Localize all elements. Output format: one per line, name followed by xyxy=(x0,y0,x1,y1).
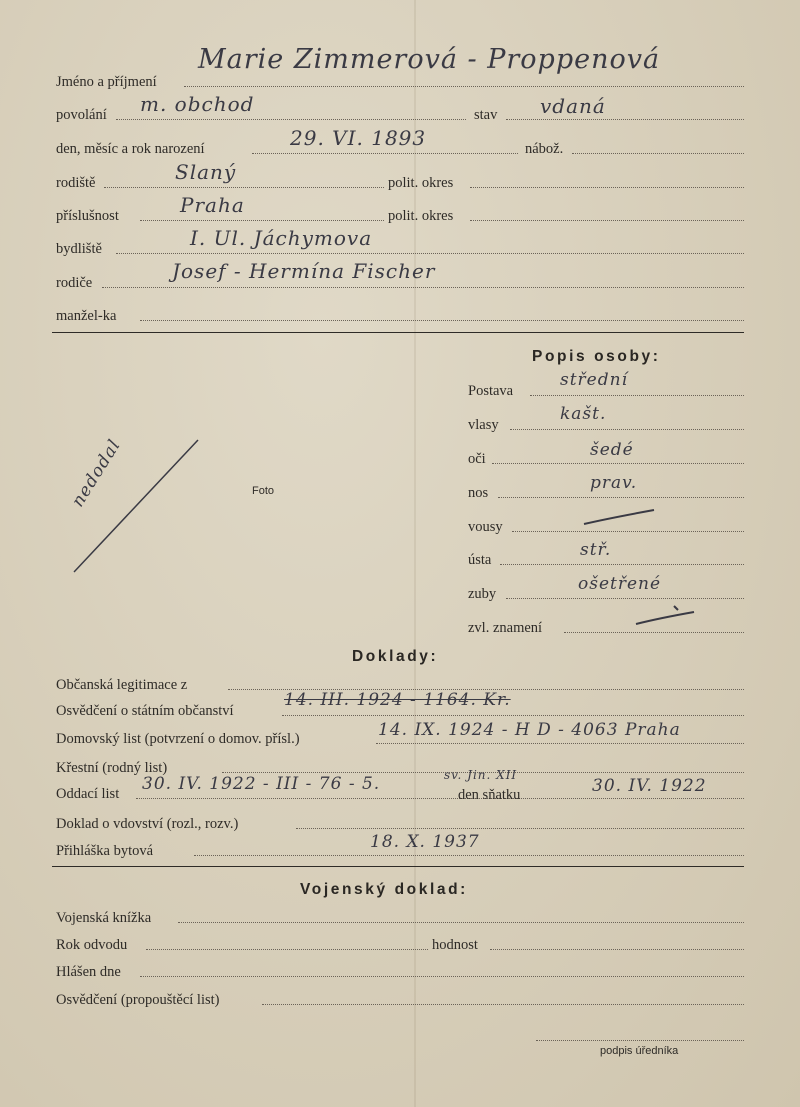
hair-line xyxy=(510,429,744,430)
home-label: Domovský list (potvrzení o domov. přísl.) xyxy=(56,731,300,747)
marriage-line xyxy=(136,798,744,799)
occupation-line xyxy=(116,119,466,120)
reported-line xyxy=(140,976,744,977)
signature-label: podpis úředníka xyxy=(600,1045,679,1057)
birthplace-line xyxy=(104,187,384,188)
teeth-value: ošetřené xyxy=(578,574,662,594)
spouse-label: manžel-ka xyxy=(56,308,117,324)
residence-label: bydliště xyxy=(56,241,102,257)
parents-label: rodiče xyxy=(56,275,93,291)
nose-line xyxy=(498,497,744,498)
religion-line xyxy=(572,153,744,154)
rank-label: hodnost xyxy=(432,937,478,953)
birthplace-value: Slaný xyxy=(175,160,237,184)
eyes-label: oči xyxy=(468,451,486,467)
military-book-line xyxy=(178,922,744,923)
domicile-line xyxy=(140,220,384,221)
marriage-label: Oddací list xyxy=(56,786,120,802)
documents-heading: Doklady: xyxy=(352,648,439,665)
build-value: střední xyxy=(560,370,629,390)
name-value: Marie Zimmerová - Proppenová xyxy=(198,44,661,75)
photo-annotation: nedodal xyxy=(68,435,126,511)
teeth-line xyxy=(506,598,744,599)
wedding-day-label: den sňatku xyxy=(458,787,521,803)
birthdate-value: 29. VI. 1893 xyxy=(290,126,427,150)
registration-line xyxy=(194,855,744,856)
birthdate-label: den, měsíc a rok narození xyxy=(56,141,205,157)
residence-line xyxy=(116,253,744,254)
district-label: polit. okres xyxy=(388,175,454,191)
occupation-value: m. obchod xyxy=(140,92,255,116)
marks-label: zvl. znamení xyxy=(468,620,543,636)
mouth-label: ústa xyxy=(468,552,492,568)
beard-line xyxy=(512,531,744,532)
status-value: vdaná xyxy=(540,94,606,118)
mouth-value: stř. xyxy=(580,540,612,560)
district2-line xyxy=(470,220,744,221)
domicile-value: Praha xyxy=(180,193,245,217)
spouse-line xyxy=(140,320,744,321)
registration-label: Přihláška bytová xyxy=(56,843,154,859)
residence-value: I. Ul. Jáchymova xyxy=(190,226,373,250)
status-line xyxy=(506,119,744,120)
citizenship-label: Osvědčení o státním občanství xyxy=(56,703,234,719)
home-value: 14. IX. 1924 - H D - 4063 Praha xyxy=(378,720,681,740)
beard-label: vousy xyxy=(468,519,503,535)
marriage-value: 30. IV. 1922 - III - 76 - 5. xyxy=(142,774,381,794)
status-label: stav xyxy=(474,107,498,123)
draft-year-line xyxy=(146,949,428,950)
nose-value: prav. xyxy=(590,473,638,493)
build-label: Postava xyxy=(468,383,514,399)
parents-line xyxy=(102,287,744,288)
reported-label: Hlášen dne xyxy=(56,964,121,980)
marks-line xyxy=(564,632,744,633)
section-rule-1 xyxy=(52,332,744,333)
citizenship-line xyxy=(282,715,744,716)
rank-line xyxy=(490,949,744,950)
photo-strike-line xyxy=(70,436,205,576)
beard-dash-mark xyxy=(580,506,660,530)
mouth-line xyxy=(500,564,744,565)
domicile-label: příslušnost xyxy=(56,208,119,224)
home-line xyxy=(376,743,744,744)
widow-line xyxy=(296,828,744,829)
birthdate-line xyxy=(252,153,518,154)
district2-label: polit. okres xyxy=(388,208,454,224)
district-line xyxy=(470,187,744,188)
paper-fold xyxy=(414,0,416,1107)
photo-label: Foto xyxy=(252,485,275,497)
widow-label: Doklad o vdovství (rozl., rozv.) xyxy=(56,816,239,832)
marks-dash-mark xyxy=(630,604,700,630)
military-heading: Vojenský doklad: xyxy=(300,881,468,898)
signature-line xyxy=(536,1040,744,1041)
military-book-label: Vojenská knížka xyxy=(56,910,152,926)
wedding-day-value: 30. IV. 1922 xyxy=(592,776,707,796)
registration-value: 18. X. 1937 xyxy=(370,832,480,852)
name-label: Jméno a příjmení xyxy=(56,74,157,90)
section-rule-2 xyxy=(52,866,744,867)
hair-label: vlasy xyxy=(468,417,499,433)
religion-label: nábož. xyxy=(525,141,564,157)
description-heading: Popis osoby: xyxy=(532,348,661,365)
eyes-line xyxy=(492,463,744,464)
build-line xyxy=(530,395,744,396)
hair-value: kašt. xyxy=(560,404,607,424)
parents-value: Josef - Hermína Fischer xyxy=(172,259,436,283)
eyes-value: šedé xyxy=(590,440,634,460)
baptism-label: Křestní (rodný list) xyxy=(56,760,168,776)
name-line xyxy=(184,86,744,87)
birthplace-label: rodiště xyxy=(56,175,96,191)
wedding-note: sv. Jin. XII xyxy=(444,768,518,782)
teeth-label: zuby xyxy=(468,586,497,602)
draft-year-label: Rok odvodu xyxy=(56,937,128,953)
release-label: Osvědčení (propouštěcí list) xyxy=(56,992,220,1008)
release-line xyxy=(262,1004,744,1005)
citizenship-value: 14. III. 1924 - 1164. Kr. xyxy=(284,690,511,710)
occupation-label: povolání xyxy=(56,107,107,123)
id-label: Občanská legitimace z xyxy=(56,677,188,693)
nose-label: nos xyxy=(468,485,489,501)
